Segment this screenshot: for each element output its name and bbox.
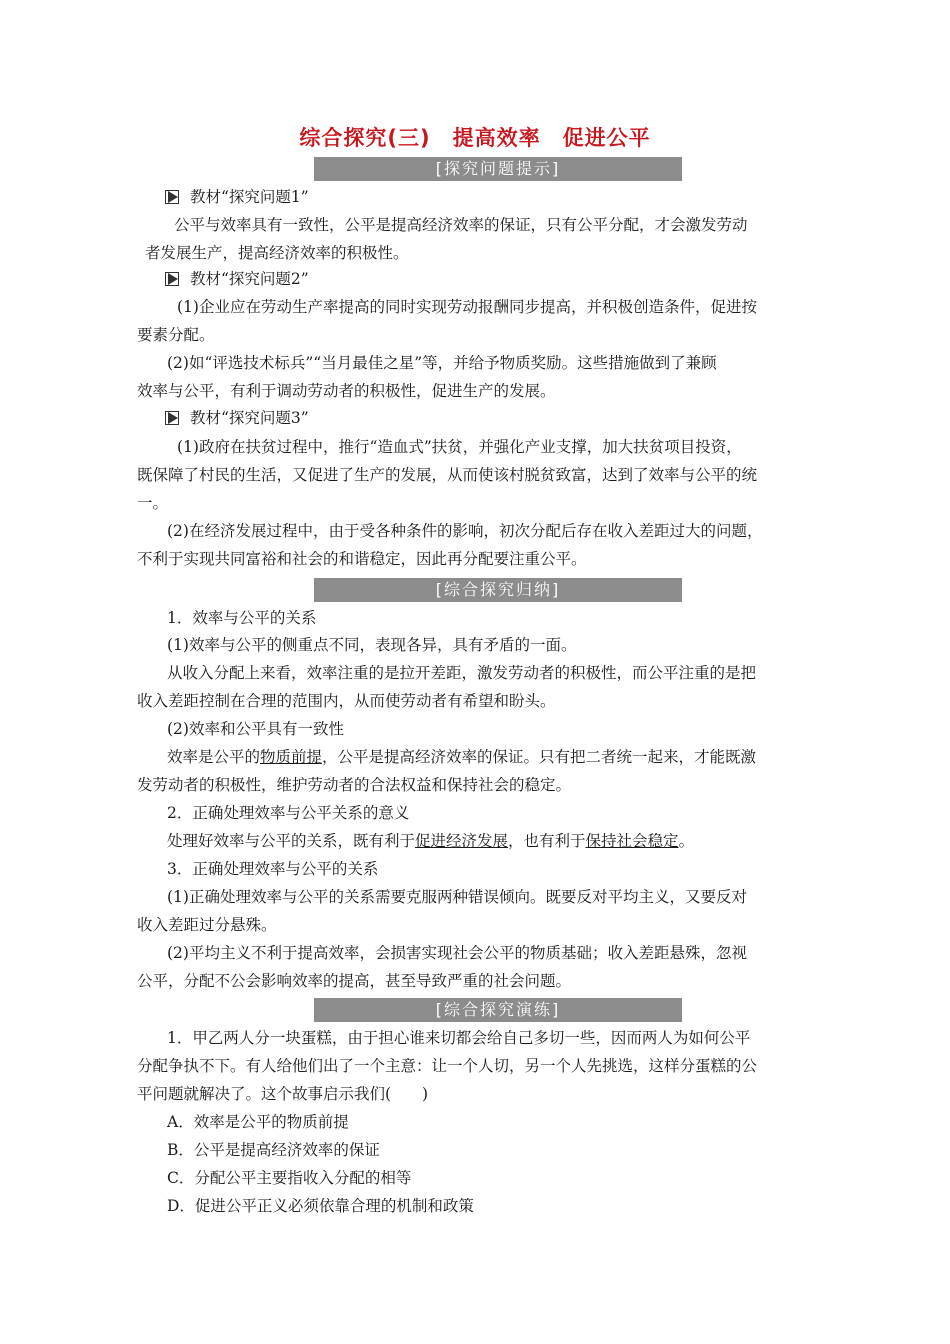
option-c: C．分配公平主要指收入分配的相等 bbox=[167, 1169, 412, 1187]
underlined-term: 物质前提 bbox=[260, 748, 323, 766]
question-text: 分配争执不下。有人给他们出了一个主意：让一个人切，另一个人先挑选，这样分蛋糕的公 bbox=[137, 1057, 758, 1075]
section-header-summary: [综合探究归纳] bbox=[314, 578, 682, 602]
section-header-hints: [探究问题提示] bbox=[314, 157, 682, 181]
paragraph: (2)如“评选技术标兵”“当月最佳之星”等，并给予物质奖励。这些措施做到了兼顾 bbox=[167, 354, 717, 372]
paragraph: 公平，分配不公会影响效率的提高，甚至导致严重的社会问题。 bbox=[137, 972, 572, 990]
paragraph: 一。 bbox=[137, 494, 169, 512]
underlined-term: 促进经济发展 bbox=[415, 832, 509, 850]
paragraph: 既保障了村民的生活，又促进了生产的发展，从而使该村脱贫致富，达到了效率与公平的统 bbox=[137, 466, 758, 484]
page-title: 综合探究(三) 提高效率 促进公平 bbox=[299, 126, 651, 150]
option-d: D．促进公平正义必须依靠合理的机制和政策 bbox=[167, 1197, 474, 1215]
section-header-exercise: [综合探究演练] bbox=[314, 998, 682, 1022]
triangle-icon bbox=[168, 191, 178, 203]
paragraph: (2)在经济发展过程中，由于受各种条件的影响，初次分配后存在收入差距过大的问题， bbox=[167, 522, 763, 540]
paragraph: 不利于实现共同富裕和社会的和谐稳定，因此再分配要注重公平。 bbox=[137, 550, 587, 568]
paragraph: 要素分配。 bbox=[137, 326, 215, 344]
paragraph: (1)政府在扶贫过程中，推行“造血式”扶贫，并强化产业支撑，加大扶贫项目投资， bbox=[177, 438, 742, 456]
underlined-term: 保持社会稳定 bbox=[585, 832, 679, 850]
heading: 3．正确处理效率与公平的关系 bbox=[167, 860, 379, 878]
question-text: 1．甲乙两人分一块蛋糕，由于担心谁来切都会给自己多切一些，因而两人为如何公平 bbox=[167, 1029, 751, 1047]
question-1-label: 教材“探究问题1” bbox=[190, 188, 309, 206]
paragraph: (2)平均主义不利于提高效率，会损害实现社会公平的物质基础；收入差距悬殊，忽视 bbox=[167, 944, 747, 962]
question-2-label: 教材“探究问题2” bbox=[190, 270, 309, 288]
heading: 2．正确处理效率与公平关系的意义 bbox=[167, 804, 410, 822]
option-b: B．公平是提高经济效率的保证 bbox=[167, 1141, 380, 1159]
paragraph: 处理好效率与公平的关系，既有利于促进经济发展，也有利于保持社会稳定。 bbox=[167, 832, 695, 850]
paragraph: 者发展生产，提高经济效率的积极性。 bbox=[145, 244, 409, 262]
paragraph: (2)效率和公平具有一致性 bbox=[167, 720, 344, 738]
paragraph: 收入差距控制在合理的范围内，从而使劳动者有希望和盼头。 bbox=[137, 692, 556, 710]
paragraph: (1)企业应在劳动生产率提高的同时实现劳动报酬同步提高，并积极创造条件，促进按 bbox=[177, 298, 757, 316]
option-a: A．效率是公平的物质前提 bbox=[167, 1113, 349, 1131]
triangle-icon bbox=[168, 273, 178, 285]
paragraph: 收入差距过分悬殊。 bbox=[137, 916, 277, 934]
question-text: 平问题就解决了。这个故事启示我们( ) bbox=[137, 1085, 429, 1103]
paragraph: 从收入分配上来看，效率注重的是拉开差距，激发劳动者的积极性，而公平注重的是把 bbox=[167, 664, 757, 682]
paragraph: 发劳动者的积极性，维护劳动者的合法权益和保持社会的稳定。 bbox=[137, 776, 572, 794]
paragraph: 公平与效率具有一致性，公平是提高经济效率的保证，只有公平分配，才会激发劳动 bbox=[174, 216, 748, 234]
paragraph: 效率是公平的物质前提，公平是提高经济效率的保证。只有把二者统一起来，才能既激 bbox=[167, 748, 757, 766]
paragraph: (1)效率与公平的侧重点不同，表现各异，具有矛盾的一面。 bbox=[167, 636, 577, 654]
heading: 1．效率与公平的关系 bbox=[167, 609, 317, 627]
paragraph: 效率与公平，有利于调动劳动者的积极性，促进生产的发展。 bbox=[137, 382, 556, 400]
triangle-icon bbox=[168, 412, 178, 424]
question-3-label: 教材“探究问题3” bbox=[190, 409, 309, 427]
paragraph: (1)正确处理效率与公平的关系需要克服两种错误倾向。既要反对平均主义，又要反对 bbox=[167, 888, 747, 906]
